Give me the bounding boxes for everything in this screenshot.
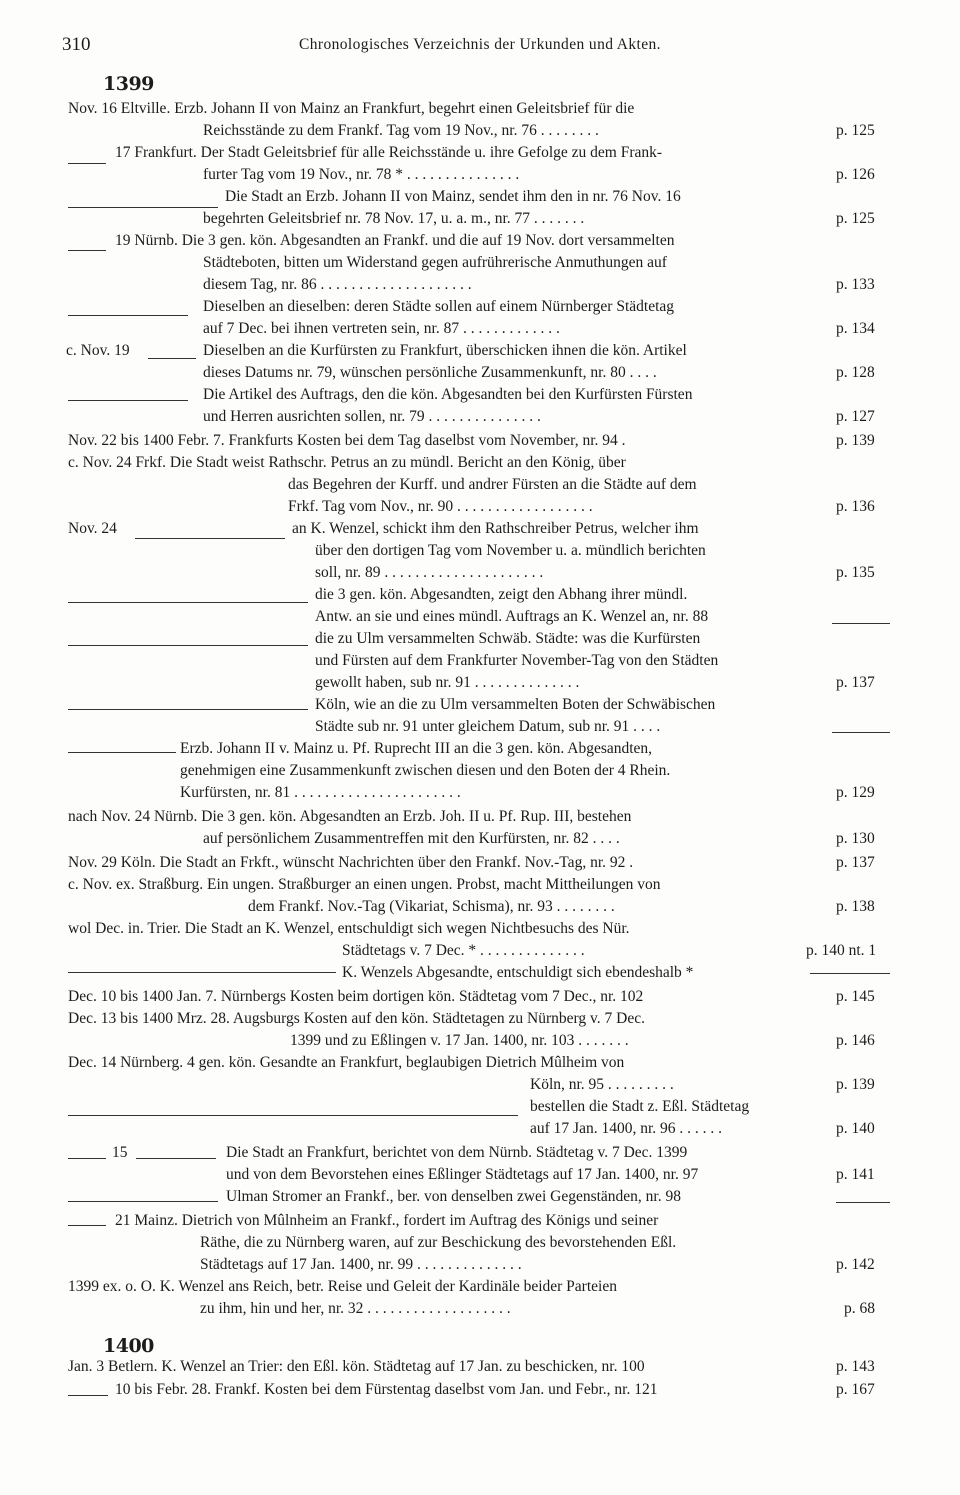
entry-line: an K. Wenzel, schickt ihm den Rathschreiber Petrus, welcher ihm	[292, 520, 699, 537]
ditto-rule	[68, 972, 336, 973]
entry-line: die 3 gen. kön. Abgesandten, zeigt den Abhang ihrer mündl.	[315, 586, 688, 603]
entry-line: und Fürsten auf dem Frankfurter November-Tag von den Städten	[315, 652, 719, 669]
ditto-rule	[68, 709, 308, 710]
entry-line: Köln, nr. 95 . . . . . . . . .	[530, 1076, 674, 1093]
entry-line: Städtetags v. 7 Dec. * . . . . . . . . . . . . . .	[342, 942, 585, 959]
date-label: c. Nov. 19	[66, 342, 130, 359]
entry-line: Nov. 22 bis 1400 Febr. 7. Frankfurts Kosten bei dem Tag daselbst vom November, nr. 94 .	[68, 432, 626, 449]
page-ref: p. 127	[836, 408, 875, 425]
ditto-rule	[68, 602, 308, 603]
ditto-rule	[68, 645, 308, 646]
page-ref: p. 138	[836, 898, 875, 915]
ditto-rule	[68, 1225, 106, 1226]
ditto-rule	[68, 752, 176, 753]
entry-line: auf 7 Dec. bei ihnen vertreten sein, nr. 87 . . . . . . . . . . . . .	[203, 320, 560, 337]
ditto-rule	[68, 1158, 106, 1159]
entry-line: Köln, wie an die zu Ulm versammelten Boten der Schwäbischen	[315, 696, 716, 713]
page-ref: p. 130	[836, 830, 875, 847]
entry-line: Dieselben an dieselben: deren Städte sollen auf einem Nürnberger Städtetag	[203, 298, 675, 315]
page-ref: p. 134	[836, 320, 875, 337]
date-label: 15	[112, 1144, 128, 1161]
ditto-rule	[148, 358, 196, 359]
entry-line: Ulman Stromer an Frankf., ber. von denselben zwei Gegenständen, nr. 98	[226, 1188, 681, 1205]
ditto-rule	[68, 1201, 218, 1202]
ditto-rule	[810, 973, 890, 974]
entry-line: bestellen die Stadt z. Eßl. Städtetag	[530, 1098, 750, 1115]
entry-line: Jan. 3 Betlern. K. Wenzel an Trier: den Eßl. kön. Städtetag auf 17 Jan. zu beschicken, nr. 100	[68, 1358, 645, 1375]
entry-line: Städte sub nr. 91 unter gleichem Datum, sub nr. 91 . . . .	[315, 718, 661, 735]
entry-line: wol Dec. in. Trier. Die Stadt an K. Wenzel, entschuldigt sich wegen Nichtbesuchs des Nür.	[68, 920, 630, 937]
entry-line: Dec. 13 bis 1400 Mrz. 28. Augsburgs Kosten auf den kön. Städtetagen zu Nürnberg v. 7 Dec.	[68, 1010, 645, 1027]
entry-line: c. Nov. 24 Frkf. Die Stadt weist Rathschr. Petrus an zu mündl. Bericht an den König, über	[68, 454, 626, 471]
ditto-rule	[68, 1115, 518, 1116]
page-ref: p. 129	[836, 784, 875, 801]
entry-line: 21 Mainz. Dietrich von Mûlnheim an Frankf., fordert im Auftrag des Königs und seiner	[115, 1212, 659, 1229]
entry-line: Dieselben an die Kurfürsten zu Frankfurt, überschicken ihnen die kön. Artikel	[203, 342, 687, 359]
entry-line: zu ihm, hin und her, nr. 32 . . . . . . . . . . . . . . . . . . .	[200, 1300, 511, 1317]
entry-line: Räthe, die zu Nürnberg waren, auf zur Beschickung des bevorstehenden Eßl.	[200, 1234, 677, 1251]
entry-line: 1399 und zu Eßlingen v. 17 Jan. 1400, nr. 103 . . . . . . .	[290, 1032, 629, 1049]
page-ref: p. 143	[836, 1358, 875, 1375]
entry-line: Antw. an sie und eines mündl. Auftrags an K. Wenzel an, nr. 88	[315, 608, 709, 625]
ditto-rule	[836, 1202, 890, 1203]
date-label: Nov. 24	[68, 520, 117, 537]
entry-line: auf 17 Jan. 1400, nr. 96 . . . . . .	[530, 1120, 723, 1137]
ditto-rule	[832, 732, 890, 733]
page-ref: p. 125	[836, 210, 875, 227]
entry-line: K. Wenzels Abgesandte, entschuldigt sich ebendeshalb *	[342, 964, 694, 981]
page-ref: p. 137	[836, 854, 875, 871]
entry-line: dem Frankf. Nov.-Tag (Vikariat, Schisma), nr. 93 . . . . . . . .	[248, 898, 615, 915]
page-ref: p. 137	[836, 674, 875, 691]
page-ref: p. 139	[836, 432, 875, 449]
page-ref: p. 142	[836, 1256, 875, 1273]
entry-line: Nov. 29 Köln. Die Stadt an Frkft., wünscht Nachrichten über den Frankf. Nov.-Tag, nr. 92 .	[68, 854, 634, 871]
ditto-rule	[136, 1158, 216, 1159]
entry-line: 17 Frankfurt. Der Stadt Geleitsbrief für alle Reichsstände u. ihre Gefolge zu dem Frank-	[115, 144, 663, 161]
year-heading: 1400	[103, 1335, 154, 1357]
page-ref: p. 135	[836, 564, 875, 581]
page-ref: p. 167	[836, 1381, 875, 1398]
entry-line: nach Nov. 24 Nürnb. Die 3 gen. kön. Abgesandten an Erzb. Joh. II u. Pf. Rup. III, bestehen	[68, 808, 632, 825]
ditto-rule	[135, 538, 285, 539]
ditto-rule	[68, 315, 188, 316]
ditto-rule	[68, 250, 106, 251]
entry-line: Nov. 16 Eltville. Erzb. Johann II von Mainz an Frankfurt, begehrt einen Geleitsbrief für die	[68, 100, 635, 117]
entry-line: Frkf. Tag vom Nov., nr. 90 . . . . . . . . . . . . . . . . . .	[288, 498, 593, 515]
year-heading: 1399	[103, 73, 154, 95]
entry-line: 1399 ex. o. O. K. Wenzel ans Reich, betr. Reise und Geleit der Kardinäle beider Parteien	[68, 1278, 617, 1295]
entry-line: begehrten Geleitsbrief nr. 78 Nov. 17, u. a. m., nr. 77 . . . . . . .	[203, 210, 585, 227]
entry-line: Die Artikel des Auftrags, den die kön. Abgesandten bei den Kurfürsten Fürsten	[203, 386, 693, 403]
entry-line: über den dortigen Tag vom November u. a. mündlich berichten	[315, 542, 706, 559]
entry-line: c. Nov. ex. Straßburg. Ein ungen. Straßburger an einen ungen. Probst, macht Mittheilungen von	[68, 876, 661, 893]
page-ref: p. 145	[836, 988, 875, 1005]
page-ref: p. 133	[836, 276, 875, 293]
page-ref: p. 146	[836, 1032, 875, 1049]
page-ref: p. 140 nt. 1	[806, 942, 877, 959]
entry-line: Dec. 10 bis 1400 Jan. 7. Nürnbergs Kosten beim dortigen kön. Städtetag vom 7 Dec., nr. 102	[68, 988, 644, 1005]
entry-line: und Herren ausrichten sollen, nr. 79 . . . . . . . . . . . . . . .	[203, 408, 541, 425]
entry-line: Dec. 14 Nürnberg. 4 gen. kön. Gesandte an Frankfurt, beglaubigen Dietrich Mûlheim von	[68, 1054, 625, 1071]
page-ref: p. 128	[836, 364, 875, 381]
entry-line: 10 bis Febr. 28. Frankf. Kosten bei dem Fürstentag daselbst vom Jan. und Febr., nr. 121	[115, 1381, 658, 1398]
page-ref: p. 68	[844, 1300, 875, 1317]
ditto-rule	[68, 1395, 108, 1396]
page-ref: p. 126	[836, 166, 875, 183]
entry-line: soll, nr. 89 . . . . . . . . . . . . . . . . . . . . .	[315, 564, 544, 581]
entry-line: auf persönlichem Zusammentreffen mit den Kurfürsten, nr. 82 . . . .	[203, 830, 620, 847]
page-ref: p. 140	[836, 1120, 875, 1137]
page-ref: p. 136	[836, 498, 875, 515]
entry-line: Erzb. Johann II v. Mainz u. Pf. Ruprecht III an die 3 gen. kön. Abgesandten,	[180, 740, 653, 757]
entry-line: Städtetags auf 17 Jan. 1400, nr. 99 . . . . . . . . . . . . . .	[200, 1256, 522, 1273]
page-ref: p. 141	[836, 1166, 875, 1183]
entry-line: diesem Tag, nr. 86 . . . . . . . . . . . . . . . . . . . .	[203, 276, 472, 293]
page-number: 310	[62, 34, 91, 55]
page-ref: p. 125	[836, 122, 875, 139]
entry-line: furter Tag vom 19 Nov., nr. 78 * . . . . . . . . . . . . . . .	[203, 166, 520, 183]
ditto-rule	[68, 163, 106, 164]
entry-line: dieses Datums nr. 79, wünschen persönliche Zusammenkunft, nr. 80 . . . .	[203, 364, 657, 381]
entry-line: Reichsstände zu dem Frankf. Tag vom 19 Nov., nr. 76 . . . . . . . .	[203, 122, 599, 139]
ditto-rule	[832, 623, 890, 624]
entry-line: Die Stadt an Erzb. Johann II von Mainz, sendet ihm den in nr. 76 Nov. 16	[225, 188, 681, 205]
entry-line: das Begehren der Kurff. und andrer Fürsten an die Städte auf dem	[288, 476, 697, 493]
entry-line: 19 Nürnb. Die 3 gen. kön. Abgesandten an Frankf. und die auf 19 Nov. dort versammelten	[115, 232, 675, 249]
entry-line: genehmigen eine Zusammenkunft zwischen diesen und den Boten der 4 Rhein.	[180, 762, 671, 779]
entry-line: die zu Ulm versammelten Schwäb. Städte: was die Kurfürsten	[315, 630, 701, 647]
ditto-rule	[68, 207, 218, 208]
entry-line: Städteboten, bitten um Widerstand gegen aufrührerische Anmuthungen auf	[203, 254, 667, 271]
entry-line: gewollt haben, sub nr. 91 . . . . . . . . . . . . . .	[315, 674, 580, 691]
entry-line: Die Stadt an Frankfurt, berichtet von dem Nürnb. Städtetag v. 7 Dec. 1399	[226, 1144, 688, 1161]
running-title: Chronologisches Verzeichnis der Urkunden und Akten.	[299, 36, 661, 53]
entry-line: und von dem Bevorstehen eines Eßlinger Städtetags auf 17 Jan. 1400, nr. 97	[226, 1166, 699, 1183]
ditto-rule	[68, 400, 188, 401]
entry-line: Kurfürsten, nr. 81 . . . . . . . . . . . . . . . . . . . . . .	[180, 784, 461, 801]
page-ref: p. 139	[836, 1076, 875, 1093]
